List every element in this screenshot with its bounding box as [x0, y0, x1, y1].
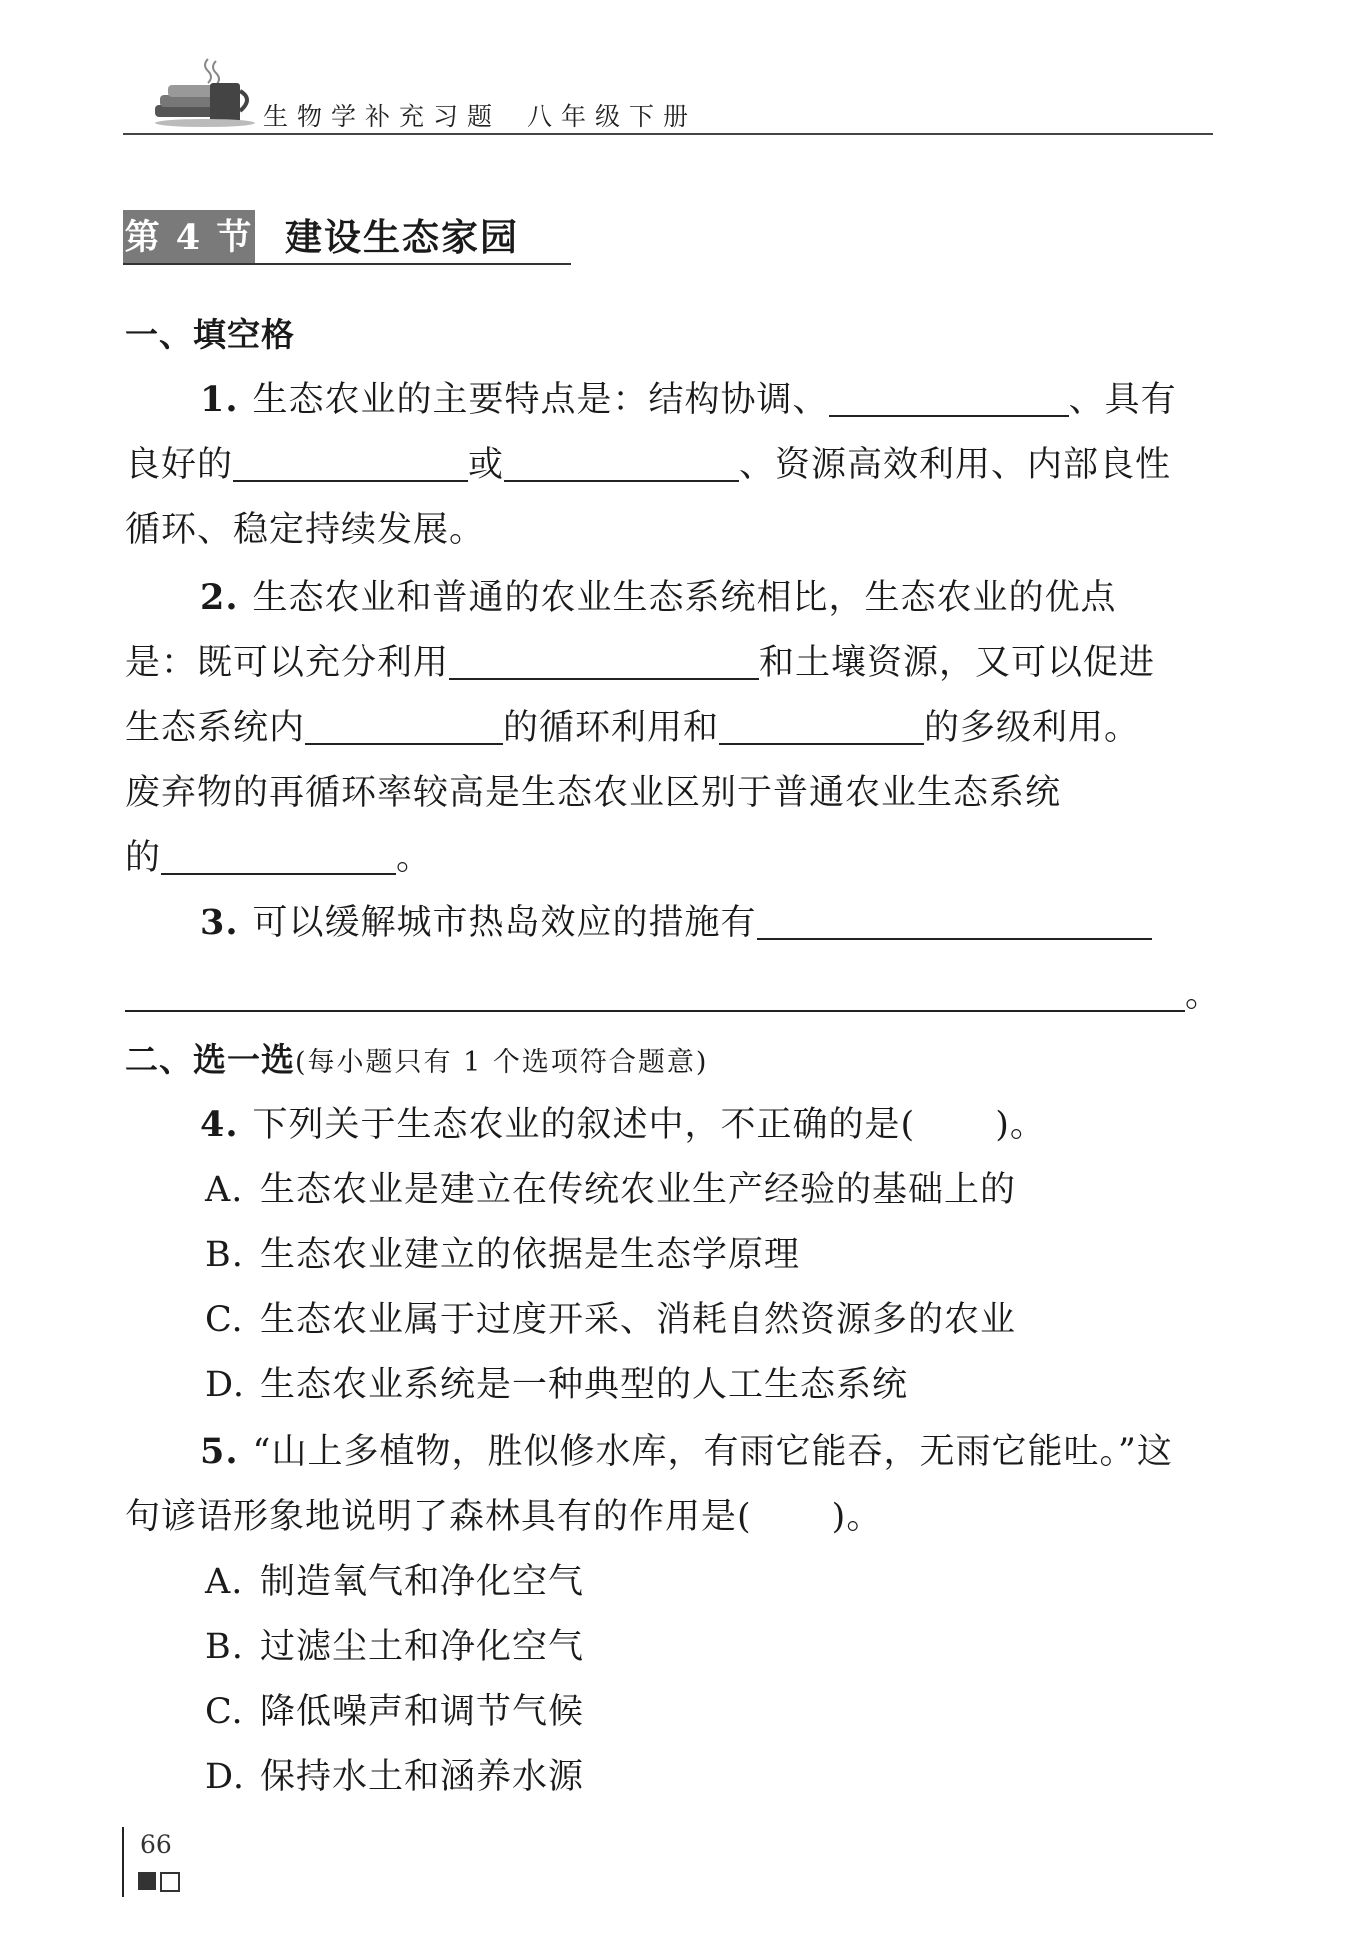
page-number: 66: [140, 1830, 172, 1859]
q2-number: 2.: [200, 577, 239, 618]
option-label: A.: [205, 1170, 244, 1210]
answer-blank[interactable]: [305, 703, 503, 745]
q5-option-a[interactable]: [205, 1552, 1295, 1612]
q2-line4: 废弃物的再循环率较高是生态农业区别于普通农业生态系统: [125, 773, 1062, 813]
q1-line2: [125, 435, 1215, 495]
footer-bar: [122, 1827, 124, 1897]
q1-text: 生态农业的主要特点是：结构协调、: [252, 380, 829, 420]
answer-blank[interactable]: [757, 898, 1152, 940]
answer-blank[interactable]: [233, 440, 468, 482]
q2-text: 生态系统内: [125, 708, 306, 748]
q5-option-d[interactable]: [205, 1747, 1295, 1807]
q3-line2: [125, 965, 1222, 1025]
q4-text: 下列关于生态农业的叙述中，不正确的是(: [252, 1105, 916, 1145]
answer-blank[interactable]: [161, 833, 396, 875]
q5-line2: [125, 1487, 1215, 1547]
q5-text: “山上多植物，胜似修水库，有雨它能吞，无雨它能吐。”这: [252, 1432, 1173, 1472]
q2-line3: [125, 698, 1215, 758]
option-text: 生态农业建立的依据是生态学原理: [260, 1235, 801, 1275]
q5-number: 5.: [200, 1431, 239, 1472]
option-label: A.: [205, 1562, 244, 1602]
header-divider: [123, 133, 1213, 135]
q4-text: )。: [995, 1105, 1046, 1145]
q1-text: 、具有: [1068, 380, 1177, 420]
q2-text: 和土壤资源，又可以促进: [759, 643, 1156, 683]
q3-number: 3.: [200, 902, 239, 943]
q4-option-a[interactable]: [205, 1160, 1295, 1220]
option-text: 过滤尘土和净化空气: [260, 1627, 585, 1667]
q1-line1: [200, 370, 1290, 430]
option-label: C.: [205, 1300, 244, 1340]
q2-text: 生态农业和普通的农业生态系统相比，生态农业的优点: [252, 578, 1117, 618]
header-title: [263, 97, 697, 133]
answer-blank[interactable]: [125, 970, 1185, 1012]
q2-line1: [200, 568, 1290, 628]
option-text: 生态农业系统是一种典型的人工生态系统: [260, 1365, 909, 1405]
grade-label: 八年级下册: [527, 102, 698, 131]
q4-option-c[interactable]: [205, 1290, 1295, 1350]
q2-line5: [125, 828, 1215, 888]
section-title: 建设生态家园: [285, 215, 519, 259]
q2-text: 的循环利用和: [503, 708, 720, 748]
option-text: 保持水土和涵养水源: [260, 1757, 585, 1797]
q3-text: 可以缓解城市热岛效应的措施有: [252, 903, 757, 943]
q4-stem: [200, 1095, 1290, 1155]
part2-heading-text: 二、选一选: [125, 1040, 295, 1079]
q2-text: 是：既可以充分利用: [125, 643, 450, 683]
option-text: 降低噪声和调节气候: [260, 1692, 585, 1732]
option-label: B.: [205, 1235, 244, 1275]
answer-blank[interactable]: [719, 703, 924, 745]
answer-blank[interactable]: [449, 638, 759, 680]
q2-line2: [125, 633, 1215, 693]
q1-text: 良好的: [125, 445, 234, 485]
q2-text: 的多级利用。: [924, 708, 1141, 748]
q4-option-b[interactable]: [205, 1225, 1295, 1285]
q5-option-b[interactable]: [205, 1617, 1295, 1677]
books-and-cup-icon: [150, 55, 260, 130]
section-number: 第 4 节: [123, 210, 255, 265]
book-title: 生物学补充习题: [263, 102, 502, 131]
option-label: C.: [205, 1692, 244, 1732]
option-label: D.: [205, 1365, 245, 1405]
q1-text: 或: [468, 445, 505, 485]
q3-line1: [200, 893, 1290, 953]
q1-line3: 循环、稳定持续发展。: [125, 510, 486, 550]
q2-text: 的: [125, 838, 162, 878]
section-underline: [123, 263, 571, 265]
filled-square-icon: [138, 1872, 156, 1890]
empty-square-icon: [160, 1872, 180, 1892]
option-label: D.: [205, 1757, 245, 1797]
option-text: 生态农业是建立在传统农业生产经验的基础上的: [260, 1170, 1017, 1210]
option-label: B.: [205, 1627, 244, 1667]
q1-number: 1.: [200, 379, 239, 420]
answer-blank[interactable]: [829, 375, 1069, 417]
q5-option-c[interactable]: [205, 1682, 1295, 1742]
page-header: [123, 55, 1213, 135]
q5-line1: [200, 1422, 1290, 1482]
q3-text: 。: [1185, 975, 1222, 1015]
q4-option-d[interactable]: [205, 1355, 1295, 1415]
q2-text: 。: [396, 838, 433, 878]
q5-text: )。: [831, 1497, 883, 1537]
option-text: 生态农业属于过度开采、消耗自然资源多的农业: [260, 1300, 1017, 1340]
part1-heading: 一、填空格: [125, 315, 295, 354]
q4-number: 4.: [200, 1104, 239, 1145]
answer-blank[interactable]: [504, 440, 739, 482]
option-text: 制造氧气和净化空气: [260, 1562, 585, 1602]
q1-text: 、资源高效利用、内部良性: [739, 445, 1172, 485]
q5-text: 句谚语形象地说明了森林具有的作用是(: [125, 1497, 752, 1537]
part2-heading: [125, 1030, 708, 1090]
part2-note: (每小题只有 1 个选项符合题意): [295, 1047, 709, 1078]
